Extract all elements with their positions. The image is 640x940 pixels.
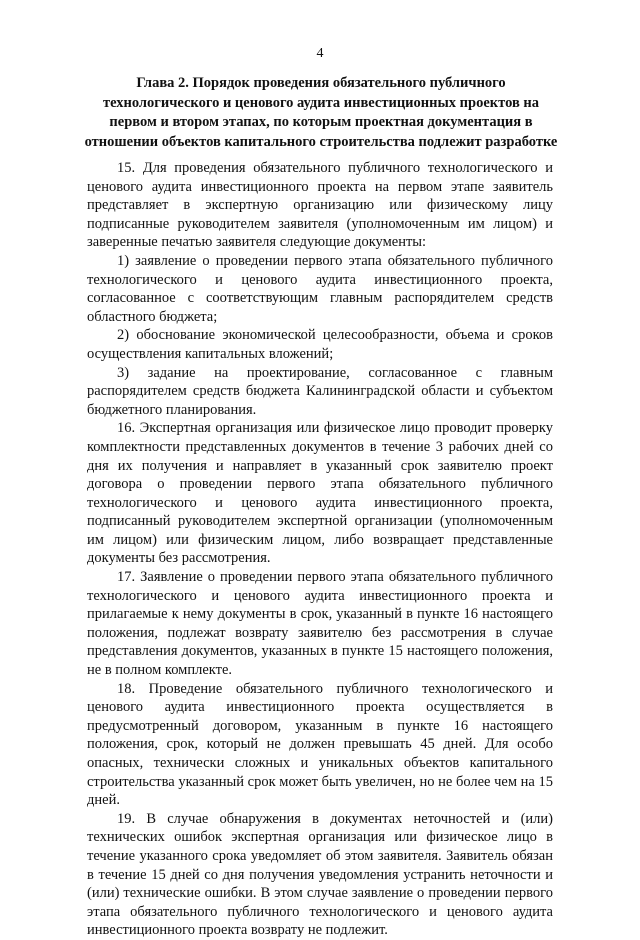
paragraph-19: 19. В случае обнаружения в документах неточностей и (или) технических ошибок экспертная организация или физическое лицо в течение указанного срока уведомляет об этом заявителя. Заявитель обязан в течение 15 дней со дня получения уведомления устранить неточности и (или) технические ошибки. В этом случае заявление о проведении первого этапа обязательного публичного технологического и ценового аудита инвестиционного проекта возврату не подлежит. xyxy=(87,810,553,939)
paragraph-15-item-2: 2) обоснование экономической целесообразности, объема и сроков осуществления капитальных вложений; xyxy=(87,327,553,362)
paragraph-15-item-1: 1) заявление о проведении первого этапа обязательного публичного технологического и ценового аудита инвестиционного проекта, согласованное с соответствующим главным распорядителем средств областного бюджета; xyxy=(87,252,553,325)
paragraph-18: 18. Проведение обязательного публичного технологического и ценового аудита инвестиционного проекта осуществляется в предусмотренный договором, указанным в пункте 16 настоящего положения, срок, который не должен превышать 45 дней. Для особо опасных, технически сложных и уникальных объектов капитального строительства указанный срок может быть увеличен, но не более чем на 15 дней. xyxy=(87,680,553,809)
paragraph-17: 17. Заявление о проведении первого этапа обязательного публичного технологического и ценового аудита инвестиционного проекта и прилагаемые к нему документы в срок, указанный в пункте 16 настоящего положения, подлежат возврату заявителю без рассмотрения в случае представления документов, указанных в пункте 15 настоящего положения, не в полном комплекте. xyxy=(87,569,553,679)
document-body xyxy=(87,159,553,940)
paragraph-15: 15. Для проведения обязательного публичного технологического и ценового аудита инвестиционного проекта на первом этапе заявитель представляет в экспертную организацию или физическому лицу подписанные руководителем заявителя (уполномоченным им лицом) и заверенные печатью заявителя следующие документы: xyxy=(87,160,553,251)
paragraph-15-item-3: 3) задание на проектирование, согласованное с главным распорядителем средств бюджета Калининградской области и субъектом бюджетного планирования. xyxy=(87,364,553,418)
chapter-title: Глава 2. Порядок проведения обязательного публичного технологического и ценового аудита инвестиционных проектов на первом и втором этапах, по которым проектная документация в отношении объектов капитального строительства подлежит разработке xyxy=(84,75,558,150)
page-number: 4 xyxy=(316,46,324,61)
paragraph-16: 16. Экспертная организация или физическое лицо проводит проверку комплектности представленных документов в течение 3 рабочих дней со дня их получения и направляет в указанный срок заявителю проект договора о проведении первого этапа обязательного публичного технологического и ценового аудита инвестиционного проекта, подписанный руководителем экспертной организации (уполномоченным им лицом) или физическим лицом, либо возвращает представленные документы без рассмотрения. xyxy=(87,420,553,567)
